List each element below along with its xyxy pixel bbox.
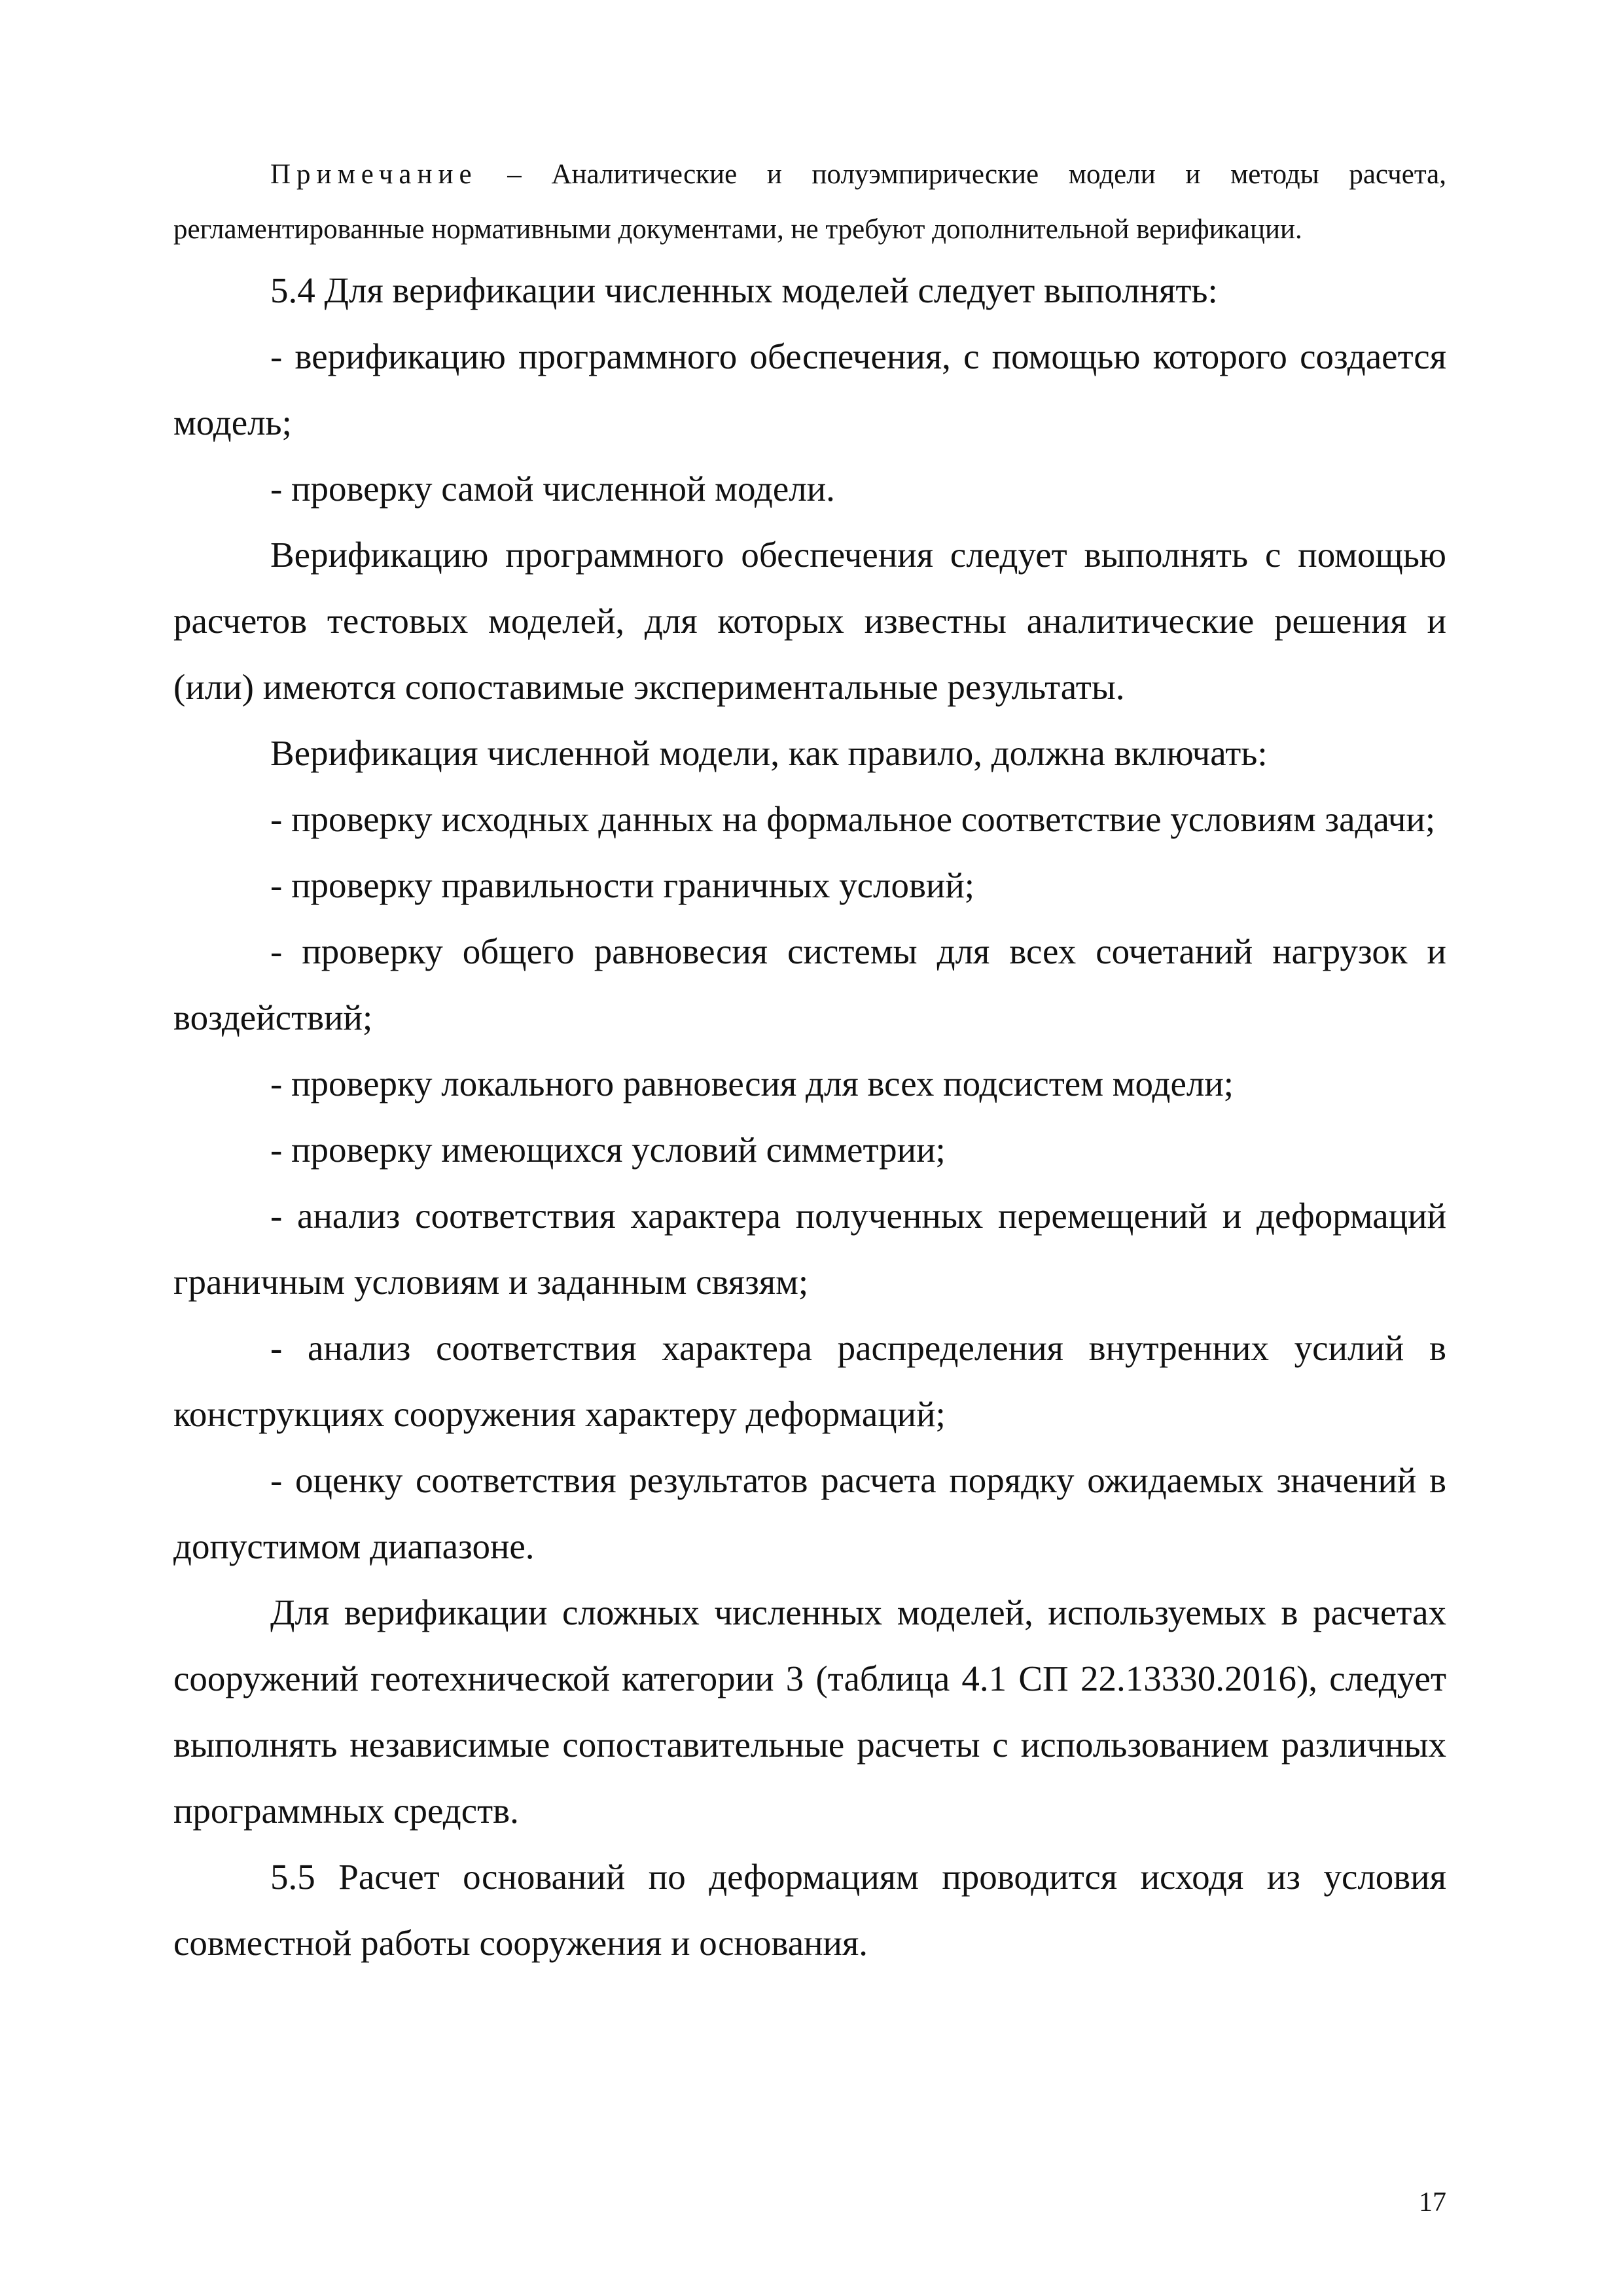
paragraph-model-verification-intro: Верификация численной модели, как правило, должна включать: bbox=[270, 733, 1268, 773]
page-number: 17 bbox=[1419, 2187, 1446, 2217]
note-label: Примечание bbox=[270, 159, 478, 190]
paragraph-complex-models: Для верификации сложных численных моделей, используемых в расчетах сооружений геотехнической категории 3 (таблица 4.1 СП 22.13330.2016), следует выполнять независимые сопоставительные расчеты с использованием различных программных средств. bbox=[173, 1592, 1446, 1831]
paragraph-5-4-intro: 5.4 Для верификации численных моделей следует выполнять: bbox=[270, 270, 1218, 310]
note-paragraph bbox=[173, 147, 1446, 257]
paragraph-5-5: 5.5 Расчет оснований по деформациям проводится исходя из условия совместной работы сооружения и основания. bbox=[173, 1857, 1446, 1963]
list-item-boundary-conditions-check: - проверку правильности граничных условий; bbox=[270, 865, 975, 905]
list-item-displacement-analysis: - анализ соответствия характера полученных перемещений и деформаций граничным условиям и заданным связям; bbox=[173, 1196, 1446, 1302]
list-item-results-assessment: - оценку соответствия результатов расчета порядку ожидаемых значений в допустимом диапазоне. bbox=[173, 1460, 1446, 1566]
list-item-software-verification: - верификацию программного обеспечения, с помощью которого создается модель; bbox=[173, 336, 1446, 442]
list-item-local-equilibrium-check: - проверку локального равновесия для всех подсистем модели; bbox=[270, 1064, 1234, 1103]
paragraph-software-verification: Верификацию программного обеспечения следует выполнять с помощью расчетов тестовых моделей, для которых известны аналитические решения и (или) имеются сопоставимые экспериментальные результаты. bbox=[173, 535, 1446, 707]
note-text: – Аналитические и полуэмпирические модели и методы расчета, регламентированные нормативными документами, не требуют дополнительной верификации. bbox=[173, 159, 1446, 245]
list-item-internal-forces-analysis: - анализ соответствия характера распределения внутренних усилий в конструкциях сооружения характеру деформаций; bbox=[173, 1328, 1446, 1434]
list-item-input-data-check: - проверку исходных данных на формальное соответствие условиям задачи; bbox=[270, 799, 1436, 839]
list-item-model-check: - проверку самой численной модели. bbox=[270, 469, 835, 509]
list-item-symmetry-check: - проверку имеющихся условий симметрии; bbox=[270, 1130, 946, 1170]
page-content bbox=[173, 147, 1446, 1976]
list-item-global-equilibrium-check: - проверку общего равновесия системы для всех сочетаний нагрузок и воздействий; bbox=[173, 931, 1446, 1037]
